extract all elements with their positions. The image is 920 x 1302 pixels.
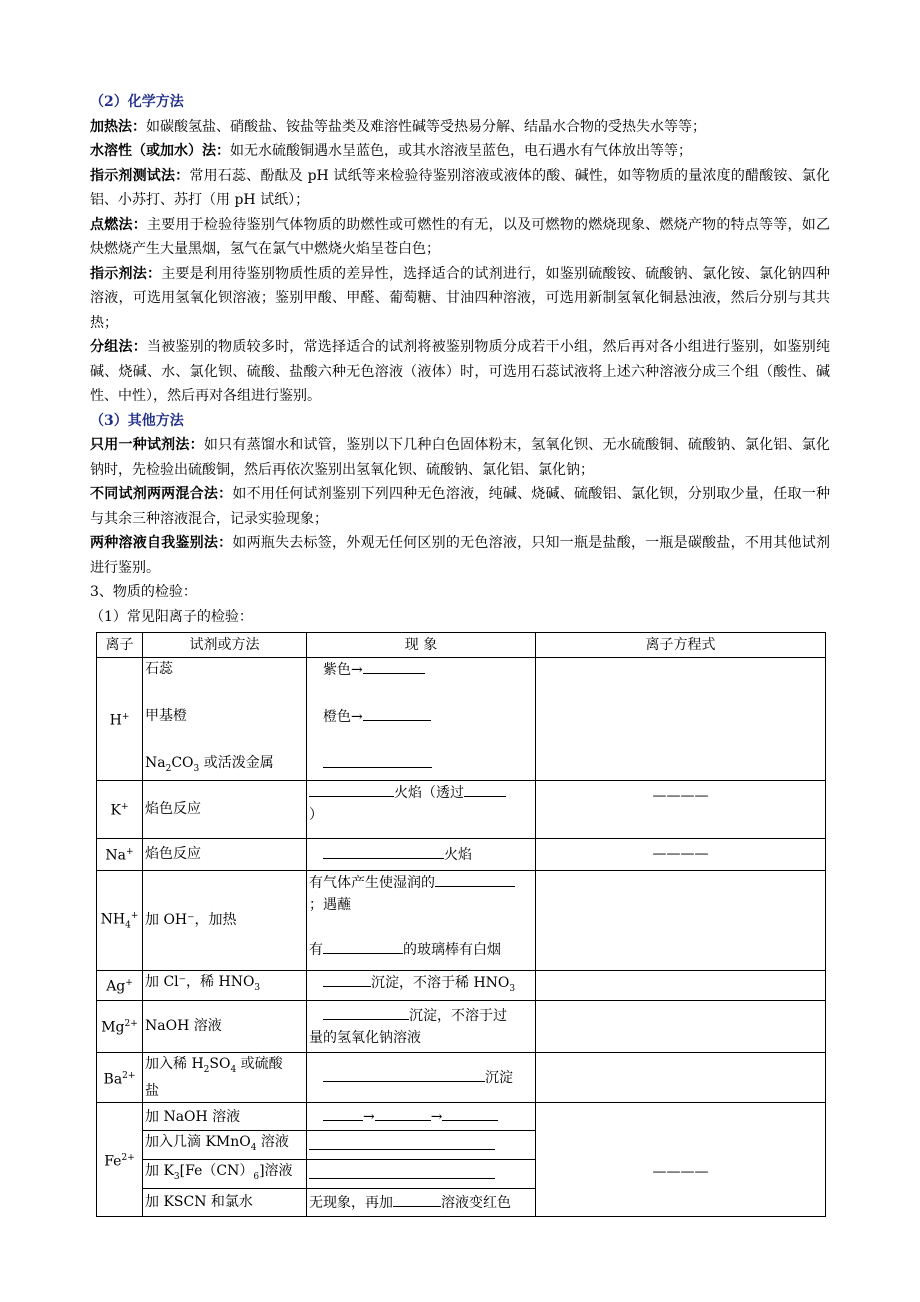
phenomenon-cell: 紫色→ 橙色→	[307, 658, 536, 781]
reagent-cell: 加 Cl⁻，稀 $HNO_3$	[143, 970, 307, 1000]
paragraph-heating: 加热法：如碳酸氢盐、硝酸盐、铵盐等盐类及难溶性碱等受热易分解、结晶水合物的受热失水等等；	[90, 118, 706, 135]
equation-cell: ————	[536, 780, 826, 838]
answer-blank[interactable]	[393, 1191, 441, 1207]
answer-blank[interactable]	[323, 971, 371, 987]
phenomenon-cell: 火焰（透过 ）	[307, 780, 536, 838]
table-row-h	[97, 658, 826, 781]
paragraph-grouping: 分组法：当被鉴别的物质较多时，常选择适合的试剂将被鉴别物质分成若干小组，然后再对各小组进行鉴别，如鉴别纯碱、烧碱、水、氯化钡、硫酸、盐酸六种无色溶液（液体）时，可选用石蕊试液将上述六种溶液分成三个组（酸性、碱性、中性），然后再对各组进行鉴别。	[90, 339, 831, 404]
section-heading-other: （3）其他方法	[90, 412, 184, 429]
table-row-nh4	[97, 870, 826, 970]
table-row-ag	[97, 970, 826, 1000]
header-phenomenon: 现 象	[307, 633, 536, 658]
paragraph-indicator: 指示剂法：主要是利用待鉴别物质性质的差异性，选择适合的试剂进行，如鉴别硫酸铵、硫酸钠、氯化铵、氯化钠四种溶液，可选用氢氧化钡溶液；鉴别甲酸、甲醛、葡萄糖、甘油四种溶液，可选用新制氢氧化铜悬浊液，然后分别与其共热；	[90, 265, 831, 331]
phenomenon-cell: 沉淀，不溶于过 量的氢氧化钠溶液	[307, 1000, 536, 1052]
section-heading-testing: 3、物质的检验：	[90, 584, 197, 600]
paragraph-mixing: 不同试剂两两混合法：如不用任何试剂鉴别下列四种无色溶液，纯碱、烧碱、硫酸铝、氯化钡，分别取少量，任取一种与其余三种溶液混合，记录实验现象；	[90, 486, 831, 527]
paragraph-one-reagent: 只用一种试剂法：如只有蒸馏水和试管，鉴别以下几种白色固体粉末，氢氧化钡、无水硫酸铜、硫酸钠、氯化铝、氯化钠时，先检验出硫酸铜，然后再依次鉴别出氢氧化钡、硫酸钠、氯化铝、氯化钠；	[90, 437, 831, 478]
ion-cell: Na+	[97, 838, 143, 870]
paragraph-burning: 点燃法：主要用于检验待鉴别气体物质的助燃性或可燃性的有无，以及可燃物的燃烧现象、燃烧产物的特点等等，如乙炔燃烧产生大量黑烟，氢气在氯气中燃烧火焰呈苍白色；	[90, 216, 831, 257]
phenomenon-cell: → →	[307, 1103, 536, 1131]
answer-blank[interactable]	[309, 1163, 495, 1179]
ion-cell: $Ba^{2+}$	[97, 1052, 143, 1103]
reagent-cell: 加 OH⁻，加热	[143, 870, 307, 970]
reagent-litmus: 石蕊	[145, 661, 173, 677]
ion-cell: $NH_4^+$	[97, 870, 143, 970]
answer-blank[interactable]	[435, 871, 515, 887]
ion-cell: Ag+	[97, 970, 143, 1000]
paragraph-indicator-test: 指示剂测试法：常用石蕊、酚酞及 pH 试纸等来检验待鉴别溶液或液体的酸、碱性，如等物质的量浓度的醋酸铵、氯化铝、小苏打、苏打（用 pH 试纸）；	[90, 167, 831, 208]
ion-cell: $Fe^{2+}$	[97, 1103, 143, 1217]
reagent-cell	[143, 658, 307, 781]
reagent-cell: 加入稀 $H_2SO_4$ 或硫酸 盐	[143, 1052, 307, 1103]
ion-cell: $Mg^{2+}$	[97, 1000, 143, 1052]
equation-cell	[536, 970, 826, 1000]
phenomenon-cell	[307, 1131, 536, 1160]
phenomenon-cell: 火焰	[307, 838, 536, 870]
answer-blank[interactable]	[309, 781, 394, 797]
equation-cell: ————	[536, 1103, 826, 1217]
ion-cell: K+	[97, 780, 143, 838]
paragraph-water: 水溶性（或加水）法：如无水硫酸铜遇水呈蓝色，或其水溶液呈蓝色，电石遇水有气体放出等等；	[90, 143, 692, 159]
reagent-methyl-orange: 甲基橙	[145, 708, 187, 724]
table-row-na	[97, 838, 826, 870]
phenomenon-cell: 有气体产生使湿润的 ；遇蘸 有 的玻璃棒有白烟	[307, 870, 536, 970]
table-row-ba	[97, 1052, 826, 1103]
table-row-fe	[97, 1103, 826, 1131]
answer-blank[interactable]	[363, 705, 431, 721]
answer-blank[interactable]	[323, 1066, 485, 1082]
reagent-cell: 焰色反应	[143, 780, 307, 838]
answer-blank[interactable]	[375, 1105, 431, 1121]
phenomenon-cell	[307, 1160, 536, 1189]
cation-test-table	[96, 632, 826, 1217]
reagent-cell: 加 KSCN 和氯水	[143, 1188, 307, 1216]
equation-cell	[536, 1000, 826, 1052]
phenomenon-cell: 沉淀，不溶于稀 $HNO_3$	[307, 970, 536, 1000]
equation-cell	[536, 658, 826, 781]
equation-cell: ————	[536, 838, 826, 870]
answer-blank[interactable]	[323, 1105, 363, 1121]
paragraph-self-identify: 两种溶液自我鉴别法：如两瓶失去标签，外观无任何区别的无色溶液，只知一瓶是盐酸，一瓶是碳酸盐，不用其他试剂进行鉴别。	[90, 535, 831, 576]
subheading-cations: （1）常见阳离子的检验：	[90, 608, 253, 625]
document-body	[90, 90, 830, 629]
reagent-cell: 加入几滴 KMnO$_4$ 溶液	[143, 1131, 307, 1160]
answer-blank[interactable]	[323, 752, 432, 768]
equation-cell	[536, 1052, 826, 1103]
section-heading-chemical: （2）化学方法	[90, 94, 184, 110]
answer-blank[interactable]	[464, 781, 506, 797]
reagent-cell: NaOH 溶液	[143, 1000, 307, 1052]
answer-blank[interactable]	[323, 938, 403, 954]
table-row-k	[97, 780, 826, 838]
phenomenon-cell: 无现象，再加 溶液变红色	[307, 1188, 536, 1216]
table-row-mg	[97, 1000, 826, 1052]
table-header-row	[97, 633, 826, 658]
reagent-cell: 焰色反应	[143, 838, 307, 870]
ion-cell: H+	[97, 658, 143, 781]
reagent-cell: 加 $K_3[Fe(CN)_6]$溶液	[143, 1160, 307, 1189]
answer-blank[interactable]	[309, 1134, 495, 1150]
header-ion: 离子	[97, 633, 143, 658]
reagent-na2co3: $Na_2CO_3$ 或活泼金属	[145, 755, 274, 774]
answer-blank[interactable]	[323, 843, 444, 859]
header-equation: 离子方程式	[536, 633, 826, 658]
answer-blank[interactable]	[323, 1004, 409, 1020]
header-reagent: 试剂或方法	[143, 633, 307, 658]
phenomenon-cell: 沉淀	[307, 1052, 536, 1103]
equation-cell	[536, 870, 826, 970]
answer-blank[interactable]	[442, 1105, 498, 1121]
answer-blank[interactable]	[363, 658, 425, 674]
reagent-cell: 加 NaOH 溶液	[143, 1103, 307, 1131]
